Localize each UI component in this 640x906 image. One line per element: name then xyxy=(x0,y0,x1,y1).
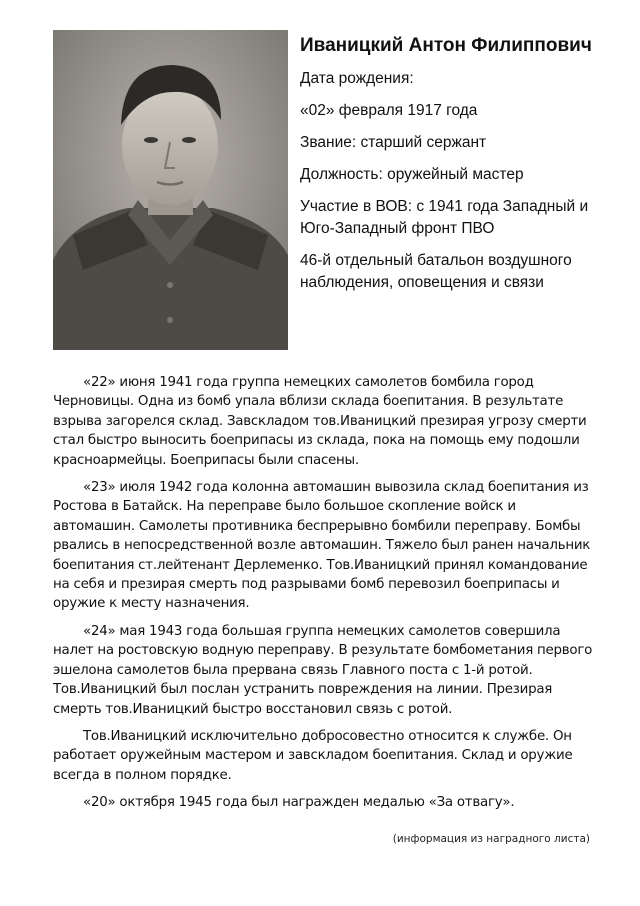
rank: Звание: старший сержант xyxy=(300,134,487,151)
birth-label: Дата рождения: xyxy=(300,70,414,87)
personal-info xyxy=(300,30,625,304)
portrait-photo xyxy=(53,30,288,350)
person-name: Иваницкий Антон Филиппович xyxy=(300,35,592,56)
war-participation: Участие в ВОВ: с 1941 года Западный и Юго-Западный фронт ПВО xyxy=(300,198,589,237)
paragraph: «23» июля 1942 года колонна автомашин вывозила склад боепитания из Ростова в Батайск. На переправе было большое скопление войск и автомашин. Самолеты противника беспрерывно бомбили переправу. Бомбы рвались в непосредственной возле автомашин. Тяжело был ранен начальник боепитания ст.лейтенант Дерлеменко. Тов.Иваницкий принял командование на себя и презирая смерть под разрывами бомб перевозил боеприпасы и оружие к месту назначения. xyxy=(53,480,591,612)
portrait-image xyxy=(53,30,288,350)
paragraph: «24» мая 1943 года большая группа немецких самолетов совершила налет на ростовскую водную переправу. В результате бомбометания первого эшелона самолетов была прервана связь Главного поста с 1-й ротой. Тов.Иваницкий был послан устранить повреждения на линии. Презирая смерть тов.Иваницкий быстро восстановил связь с ротой. xyxy=(53,623,593,717)
birth-date: «02» февраля 1917 года xyxy=(300,102,478,119)
military-unit: 46-й отдельный батальон воздушного наблюдения, оповещения и связи xyxy=(300,252,572,291)
position: Должность: оружейный мастер xyxy=(300,166,524,183)
source-note: (информация из наградного листа) xyxy=(392,833,590,845)
paragraph: «22» июня 1941 года группа немецких самолетов бомбила город Черновицы. Одна из бомб упала вблизи склада боепитания. В результате взрыва загорелся склад. Завскладом тов.Иваницкий презирая угрозу смерти стал быстро выносить боеприпасы из склада, пока на помощь ему подошли красноармейцы. Боеприпасы были спасены. xyxy=(53,375,587,468)
paragraph: «20» октября 1945 года был награжден медалью «За отвагу». xyxy=(83,795,515,811)
paragraph: Тов.Иваницкий исключительно добросовестно относится к службе. Он работает оружейным мастером и завскладом боепитания. Склад и оружие всегда в полном порядке. xyxy=(53,728,573,783)
award-description xyxy=(53,373,593,821)
